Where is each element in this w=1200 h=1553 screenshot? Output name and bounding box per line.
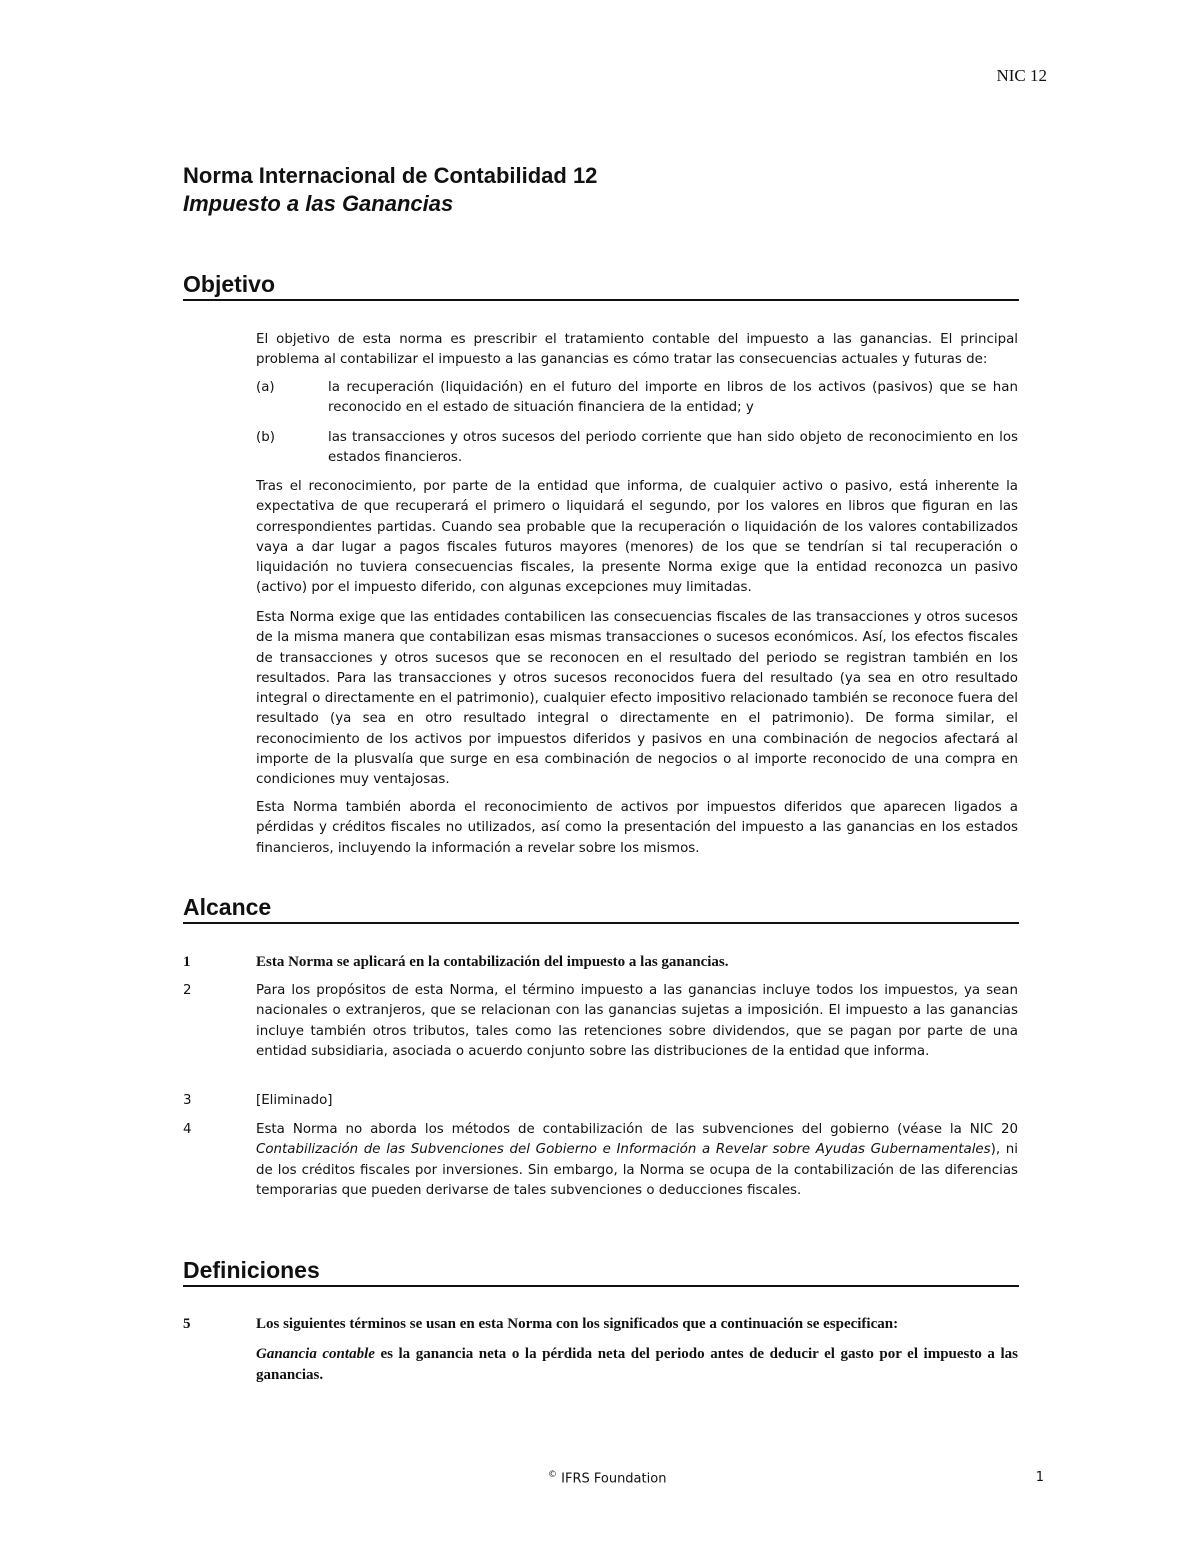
paragraph-number: 2 bbox=[183, 983, 192, 998]
objetivo-paragraph: Esta Norma exige que las entidades contabilicen las consecuencias fiscales de las transacciones y otros sucesos de la misma manera que contabilizan esas mismas transacciones o sucesos económicos. Así, los efectos fiscales de transacciones y otros sucesos que se reconocen en el resultado del periodo se registran también en los resultados. Para las transacciones y otros sucesos reconocidos fuera del resultado (ya sea en otro resultado integral o directamente en el patrimonio), cualquier efecto impositivo relacionado también se reconoce fuera del resultado (ya sea en otro resultado integral o directamente en el patrimonio). De forma similar, el reconocimiento de los activos por impuestos diferidos y pasivos en una combinación de negocios afectará al importe de la plusvalía que surge en esa combinación de negocios o al importe reconocido de una compra en condiciones muy ventajosas. bbox=[256, 610, 1018, 788]
paragraph-number: 4 bbox=[183, 1122, 192, 1137]
paragraph-text: [Eliminado] bbox=[256, 1093, 333, 1108]
paragraph-number: 1 bbox=[183, 954, 191, 970]
page-number: 1 bbox=[1035, 1470, 1044, 1485]
section-heading-alcance: Alcance bbox=[183, 893, 1019, 924]
copyright-symbol: © bbox=[548, 1470, 557, 1480]
title-block bbox=[183, 162, 597, 218]
paragraph-text: Esta Norma no aborda los métodos de contabilización de las subvenciones del gobierno (véase la NIC 20 Contabilización de las Subvenciones del Gobierno e Información a Revelar sobre Ayudas Gubernamentales), ni de los créditos fiscales por inversiones. Sin embargo, la Norma se ocupa de la contabilización de las diferencias temporarias que pueden derivarse de tales subvenciones o deducciones fiscales. bbox=[256, 1122, 1018, 1198]
paragraph-number: 3 bbox=[183, 1093, 192, 1108]
paragraph-number: 5 bbox=[183, 1316, 191, 1332]
list-marker: (b) bbox=[256, 430, 275, 445]
definition-term: Ganancia contable bbox=[256, 1346, 375, 1362]
page-subtitle: Impuesto a las Ganancias bbox=[183, 191, 454, 216]
cited-standard-title: Contabilización de las Subvenciones del Gobierno e Información a Revelar sobre Ayudas Gubernamentales bbox=[256, 1142, 991, 1158]
document-code: NIC 12 bbox=[996, 66, 1047, 85]
section-heading-objetivo: Objetivo bbox=[183, 270, 1019, 301]
page-title: Norma Internacional de Contabilidad 12 bbox=[183, 163, 598, 188]
section-heading-definiciones: Definiciones bbox=[183, 1256, 1019, 1287]
list-marker: (a) bbox=[256, 380, 275, 395]
paragraph-text: Los siguientes términos se usan en esta Norma con los significados que a continuación se especifican: bbox=[256, 1316, 899, 1332]
objetivo-paragraph: Esta Norma también aborda el reconocimiento de activos por impuestos diferidos que aparecen ligados a pérdidas y créditos fiscales no utilizados, así como la presentación del impuesto a las ganancias en los estados financieros, incluyendo la información a revelar sobre los mismos. bbox=[256, 800, 1018, 856]
objetivo-intro: El objetivo de esta norma es prescribir el tratamiento contable del impuesto a las ganancias. El principal problema al contabilizar el impuesto a las ganancias es cómo tratar las consecuencias actuales y futuras de: bbox=[256, 332, 1018, 368]
footer-copyright: © IFRS Foundation bbox=[548, 1470, 667, 1487]
list-text: la recuperación (liquidación) en el futuro del importe en libros de los activos (pasivos) que se han reconocido en el estado de situación financiera de la entidad; y bbox=[328, 380, 1018, 416]
paragraph-text: Esta Norma se aplicará en la contabilización del impuesto a las ganancias. bbox=[256, 954, 729, 970]
objetivo-paragraph: Tras el reconocimiento, por parte de la entidad que informa, de cualquier activo o pasivo, está inherente la expectativa de que recuperará el primero o liquidará el segundo, por los valores en libros que figuran en las correspondientes partidas. Cuando sea probable que la recuperación o liquidación de los valores contabilizados vaya a dar lugar a pagos fiscales futuros mayores (menores) de los que se tendrían si tal recuperación o liquidación no tuviera consecuencias fiscales, la presente Norma exige que la entidad reconozca un pasivo (activo) por el impuesto diferido, con algunas excepciones muy limitadas. bbox=[256, 479, 1018, 596]
definition-text: Ganancia contable es la ganancia neta o la pérdida neta del periodo antes de deducir el gasto por el impuesto a las ganancias. bbox=[256, 1346, 1018, 1383]
list-text: las transacciones y otros sucesos del periodo corriente que han sido objeto de reconocimiento en los estados financieros. bbox=[328, 430, 1018, 466]
paragraph-text: Para los propósitos de esta Norma, el término impuesto a las ganancias incluye todos los impuestos, ya sean nacionales o extranjeros, que se relacionan con las ganancias sujetas a imposición. El impuesto a las ganancias incluye también otros tributos, tales como las retenciones sobre dividendos, que se pagan por parte de una entidad subsidiaria, asociada o acuerdo conjunto sobre las distribuciones de la entidad que informa. bbox=[256, 983, 1018, 1059]
